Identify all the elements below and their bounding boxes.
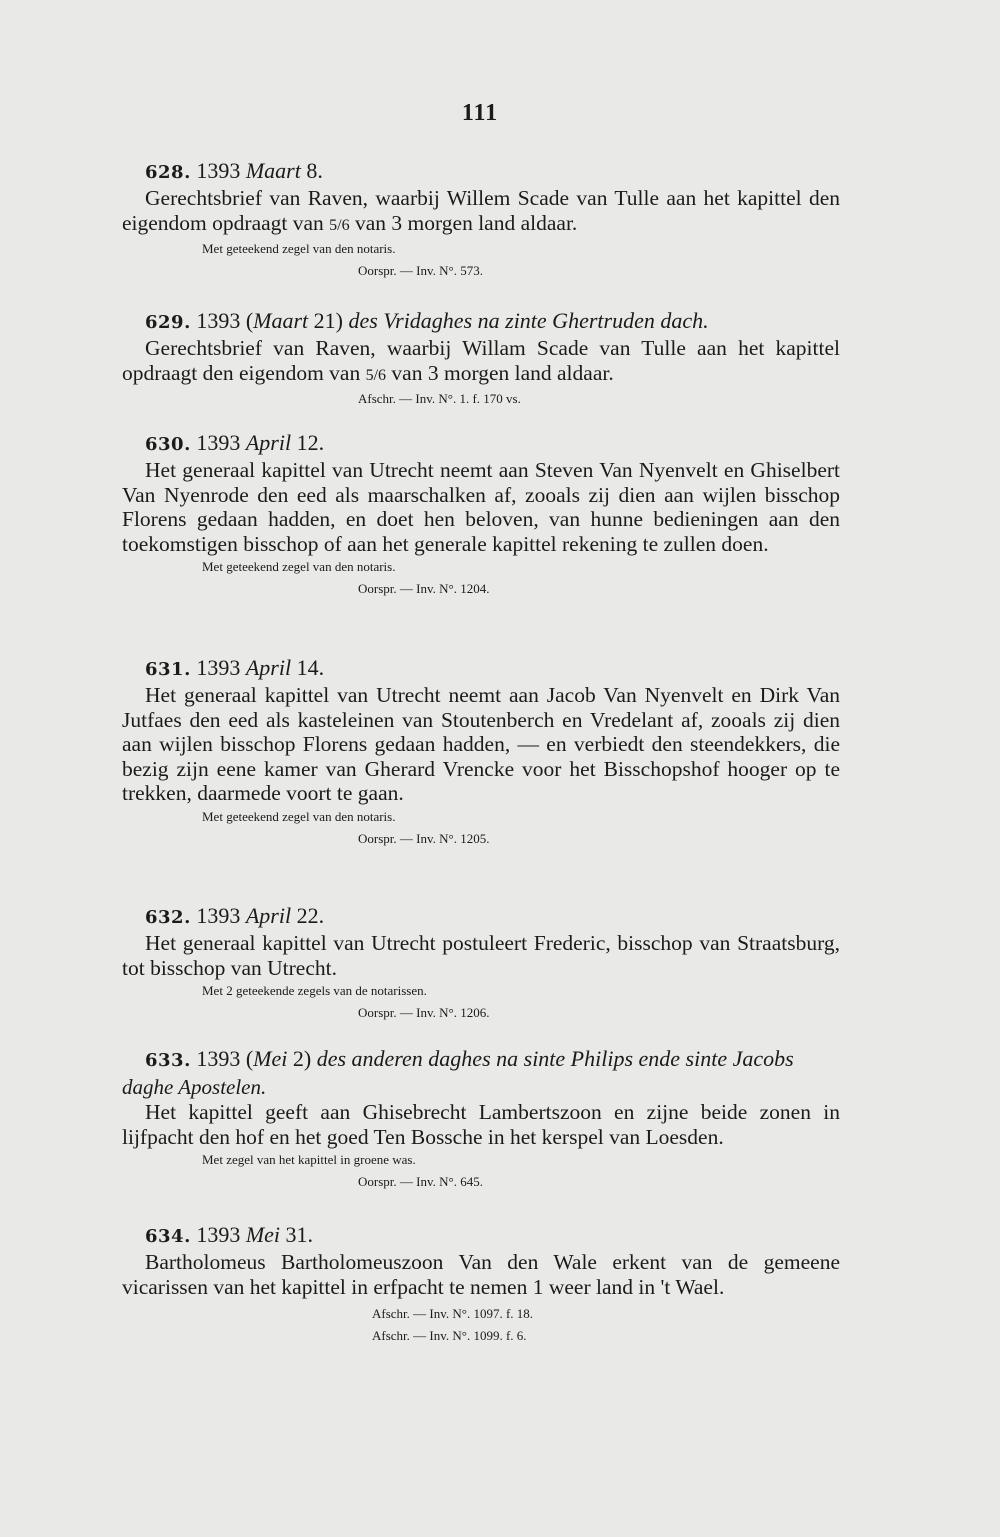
entry-text: Gerechtsbrief van Raven, waarbij Willem Scade van Tulle aan het kapittel den eigendom opdraagt van 5/6 van 3 morgen land aldaar.: [122, 186, 840, 235]
seal-note: Met geteekend zegel van den notaris.: [202, 241, 396, 256]
entry-month: Mei: [253, 1046, 288, 1071]
entry-number: 630.: [145, 434, 191, 455]
entry-number: 628.: [145, 162, 191, 183]
entry-631: [122, 655, 840, 850]
entry-day: 12.: [296, 430, 325, 455]
source-reference: Oorspr. — Inv. N°. 1206.: [358, 1005, 490, 1020]
entry-year: 1393: [196, 903, 241, 928]
page-number: 111: [461, 100, 499, 126]
entry-day: 21): [313, 308, 343, 333]
source-reference: Oorspr. — Inv. N°. 1204.: [358, 581, 490, 596]
entry-text: Het kapittel geeft aan Ghisebrecht Lambertszoon en zijne beide zonen in lijfpacht den hof en het goed Ten Bossche in het kerspel van Loesden.: [122, 1100, 840, 1149]
source-reference: Afschr. — Inv. N°. 1097. f. 18.: [372, 1306, 534, 1321]
entry-month: April: [245, 655, 292, 680]
source-reference: Oorspr. — Inv. N°. 573.: [358, 263, 483, 278]
entry-heading: [122, 1222, 840, 1250]
entry-heading: [122, 655, 840, 683]
entry-634: [122, 1222, 840, 1347]
seal-note: Met geteekend zegel van den notaris.: [202, 808, 396, 824]
fraction: 5/6: [329, 216, 350, 234]
entry-month: April: [245, 430, 292, 455]
entry-heading: [122, 430, 840, 458]
entry-633: [122, 1046, 840, 1193]
entry-heading: [122, 158, 840, 186]
entry-month: Maart: [253, 308, 309, 333]
entry-date-phrase-continued: daghe Apostelen.: [122, 1075, 267, 1099]
entry-632: [122, 903, 840, 1024]
entry-628: [122, 158, 840, 282]
fraction: 5/6: [365, 366, 387, 384]
entry-text: Het generaal kapittel van Utrecht postuleert Frederic, bisschop van Straatsburg, tot bisschop van Utrecht.: [122, 931, 840, 980]
source-reference: Oorspr. — Inv. N°. 645.: [358, 1174, 483, 1189]
entry-year: 1393: [196, 430, 241, 455]
entry-date-phrase: des anderen daghes na sinte Philips ende sinte Jacobs: [316, 1046, 794, 1071]
entry-year: 1393: [196, 158, 241, 183]
entry-630: [122, 430, 840, 600]
entry-number: 629.: [145, 312, 191, 333]
entry-text: Bartholomeus Bartholomeuszoon Van den Wale erkent van de gemeene vicarissen van het kapittel in erfpacht te nemen 1 weer land in 't Wael.: [122, 1250, 840, 1299]
entry-date-phrase: des Vridaghes na zinte Ghertruden dach.: [348, 308, 709, 333]
source-reference: Oorspr. — Inv. N°. 1205.: [358, 830, 490, 846]
entry-year: 1393: [196, 655, 241, 680]
entry-text: Gerechtsbrief van Raven, waarbij Willam Scade van Tulle aan het kapittel opdraagt den eigendom van 5/6 van 3 morgen land aldaar.: [122, 336, 840, 385]
seal-note: Met zegel van het kapittel in groene was.: [202, 1152, 416, 1167]
source-reference: Afschr. — Inv. N°. 1. f. 170 vs.: [358, 391, 521, 406]
entry-heading: 629. 1393 (Maart 21) des Vridaghes na zinte Ghertruden dach.: [145, 308, 709, 333]
entry-number: 633.: [145, 1050, 191, 1071]
entry-year: 1393: [196, 1222, 241, 1247]
entry-month: Maart: [245, 158, 301, 183]
entry-day: 22.: [296, 903, 325, 928]
entry-number: 631.: [145, 659, 191, 680]
entry-year: 1393: [196, 308, 241, 333]
entry-629: [122, 308, 840, 410]
entry-day: 31.: [285, 1222, 314, 1247]
entry-text: Het generaal kapittel van Utrecht neemt aan Steven Van Nyenvelt en Ghiselbert Van Nyenrode den eed als maarschalken af, zooals zij dien aan wijlen bisschop Florens gedaan hadden, en doet hen beloven, van hunne bedieningen aan den toekomstigen bisschop of aan het generale kapittel rekening te zullen doen.: [122, 458, 840, 556]
entry-day: 8.: [306, 158, 323, 183]
seal-note: Met 2 geteekende zegels van de notarissen.: [202, 983, 427, 998]
entry-day: 14.: [296, 655, 325, 680]
entry-day: 2): [292, 1046, 312, 1071]
seal-note: Met geteekend zegel van den notaris.: [202, 559, 396, 574]
entry-text: Het generaal kapittel van Utrecht neemt aan Jacob Van Nyenvelt en Dirk Van Jutfaes den eed als kasteleinen van Stoutenberch en Vredelant af, zooals zij dien aan wijlen bisschop Florens gedaan hadden, — en verbiedt den steendekkers, die bezig zijn eene kamer van Gherard Vrencke voor het Bisschopshof hooger op te trekken, daarmede voort te gaan.: [122, 683, 840, 805]
entry-heading: 633. 1393 (Mei 2) des anderen daghes na sinte Philips ende sinte Jacobs: [145, 1046, 794, 1071]
source-reference: Afschr. — Inv. N°. 1099. f. 6.: [372, 1328, 527, 1343]
entry-heading: [122, 903, 840, 931]
entry-month: Mei: [245, 1222, 281, 1247]
entry-year: 1393: [196, 1046, 241, 1071]
entry-number: 632.: [145, 907, 191, 928]
entry-month: April: [245, 903, 292, 928]
entry-number: 634.: [145, 1226, 191, 1247]
